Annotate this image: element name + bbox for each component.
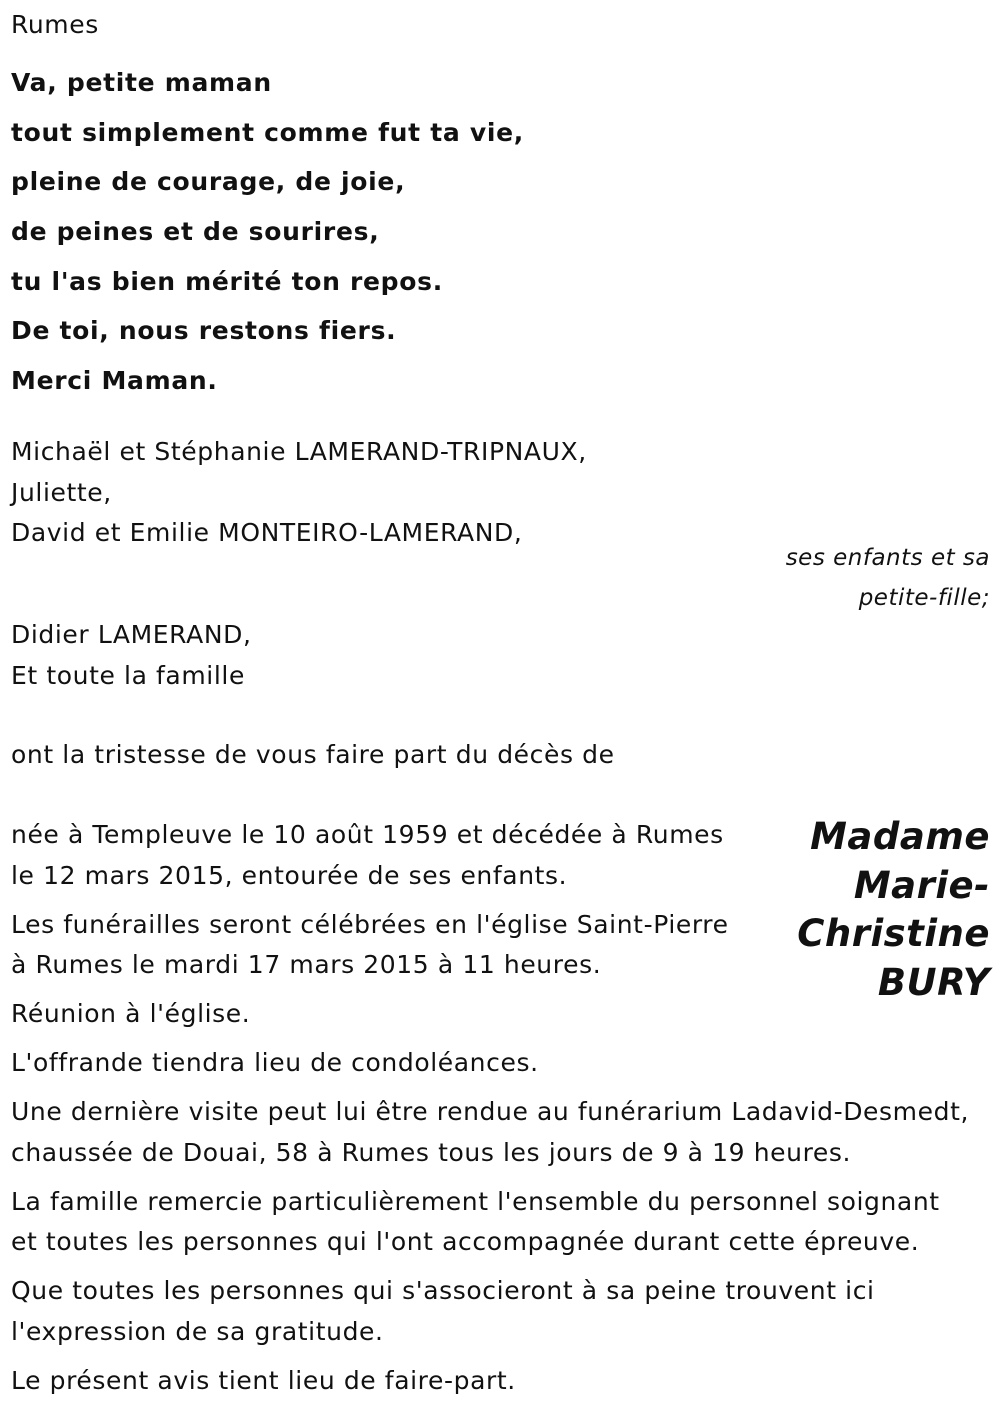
deceased-name-line: Madame (810, 815, 990, 858)
details (11, 815, 1000, 1410)
family-list (11, 615, 252, 696)
announcement: ont la tristesse de vous faire part du décès de (11, 740, 615, 769)
family-line: Didier LAMERAND, (11, 620, 252, 649)
text-line: à Rumes le mardi 17 mars 2015 à 11 heures. (11, 950, 602, 979)
thanks-paragraph (11, 1182, 1000, 1263)
text-line: chaussée de Douai, 58 à Rumes tous les jours de 9 à 19 heures. (11, 1137, 852, 1167)
children-relation (760, 538, 990, 618)
poem-line: de peines et de sourires, (11, 217, 380, 247)
deceased-name-line: Christine (797, 912, 990, 955)
poem-line: De toi, nous restons fiers. (11, 316, 397, 346)
text-line: Une dernière visite peut lui être rendue au funérarium Ladavid-Desmedt, (11, 1097, 970, 1126)
poem-line: pleine de courage, de joie, (11, 167, 406, 197)
text-line: l'expression de sa gratitude. (11, 1316, 384, 1346)
family-line: Et toute la famille (11, 660, 245, 690)
children-line: Michaël et Stéphanie LAMERAND-TRIPNAUX, (11, 437, 587, 466)
children-line: Juliette, (11, 477, 112, 507)
text-line: et toutes les personnes qui l'ont accompagnée durant cette épreuve. (11, 1227, 920, 1256)
deceased-name-line: BURY (877, 960, 990, 1004)
offering-paragraph: L'offrande tiendra lieu de condoléances. (11, 1048, 539, 1077)
text-line: Que toutes les personnes qui s'associeront à sa peine trouvent ici (11, 1276, 875, 1305)
text-line: le 12 mars 2015, entourée de ses enfants. (11, 860, 568, 890)
poem-line: Va, petite maman (11, 68, 272, 97)
text-line: née à Templeuve le 10 août 1959 et décédée à Rumes (11, 820, 724, 849)
place-name: Rumes (11, 10, 99, 39)
poem-line: tout simplement comme fut ta vie, (11, 117, 524, 147)
relation-line: ses enfants et sa (785, 545, 990, 571)
visit-paragraph (11, 1092, 1000, 1173)
gratitude-paragraph (11, 1271, 1000, 1352)
meeting-paragraph: Réunion à l'église. (11, 999, 251, 1028)
poem (11, 58, 524, 406)
relation-line: petite-fille; (858, 585, 990, 611)
text-line: La famille remercie particulièrement l'ensemble du personnel soignant (11, 1186, 940, 1216)
birth-death-paragraph (11, 815, 751, 896)
deceased-name-line: Marie- (853, 863, 990, 907)
poem-line: tu l'as bien mérité ton repos. (11, 266, 443, 296)
text-line: Les funérailles seront célébrées en l'église Saint-Pierre (11, 909, 729, 939)
children-line: David et Emilie MONTEIRO-LAMERAND, (11, 518, 523, 547)
notice-paragraph: Le présent avis tient lieu de faire-part. (11, 1365, 516, 1395)
funeral-paragraph (11, 905, 751, 986)
children-list (11, 432, 587, 554)
poem-line: Merci Maman. (11, 366, 218, 396)
